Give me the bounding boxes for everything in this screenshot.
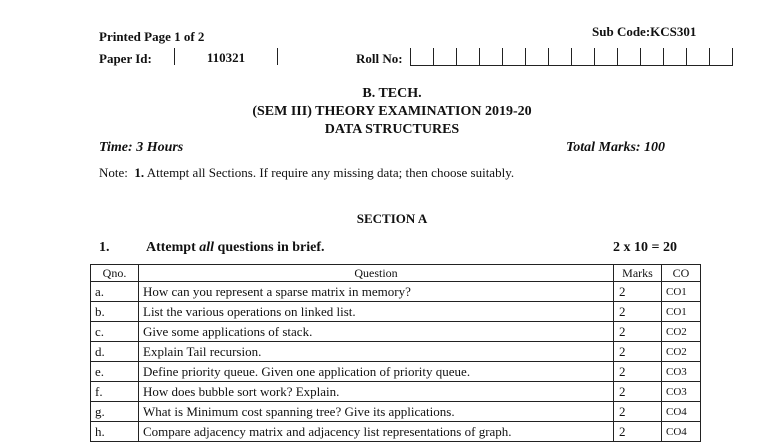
qno-cell: c.: [91, 322, 139, 342]
roll-no-box: [710, 48, 733, 66]
question-cell: Explain Tail recursion.: [139, 342, 614, 362]
roll-no-box: [595, 48, 618, 66]
qno-cell: f.: [91, 382, 139, 402]
table-row: [91, 422, 701, 442]
paper-id-label: Paper Id:: [99, 51, 152, 66]
roll-no-box: [549, 48, 572, 66]
co-cell: CO2: [662, 342, 701, 362]
roll-no-label: Roll No:: [356, 51, 403, 66]
question-cell: What is Minimum cost spanning tree? Give its applications.: [139, 402, 614, 422]
roll-no-box: [480, 48, 503, 66]
co-cell: CO3: [662, 382, 701, 402]
co-cell: CO4: [662, 422, 701, 442]
roll-no-box: [618, 48, 641, 66]
marks-cell: 2: [614, 362, 662, 382]
table-row: [91, 322, 701, 342]
roll-no-box: [687, 48, 710, 66]
paper-id-value: 110321: [174, 48, 278, 65]
qno-cell: a.: [91, 282, 139, 302]
marks-cell: 2: [614, 302, 662, 322]
total-marks: Total Marks: 100: [566, 140, 666, 155]
co-cell: CO2: [662, 322, 701, 342]
table-row: [91, 382, 701, 402]
roll-no-boxes: [410, 48, 733, 66]
section-title: SECTION A: [356, 211, 428, 226]
marks-cell: 2: [614, 322, 662, 342]
qno-cell: d.: [91, 342, 139, 362]
co-cell: CO4: [662, 402, 701, 422]
exam-title: (SEM III) THEORY EXAMINATION 2019-20: [252, 104, 532, 119]
roll-no-box: [434, 48, 457, 66]
qno-cell: e.: [91, 362, 139, 382]
question-cell: Compare adjacency matrix and adjacency list representations of graph.: [139, 422, 614, 442]
header-co: CO: [662, 265, 701, 282]
roll-no-box: [572, 48, 595, 66]
roll-no-box: [526, 48, 549, 66]
instruction-end: questions in brief.: [214, 240, 325, 255]
note: [99, 165, 514, 181]
qno-cell: h.: [91, 422, 139, 442]
question-cell: Define priority queue. Given one application of priority queue.: [139, 362, 614, 382]
questions-table: [90, 264, 701, 442]
question-instruction: [146, 240, 325, 256]
table-row: [91, 282, 701, 302]
marks-cell: 2: [614, 402, 662, 422]
table-row: [91, 362, 701, 382]
co-cell: CO1: [662, 282, 701, 302]
question-cell: List the various operations on linked list.: [139, 302, 614, 322]
subject-title: DATA STRUCTURES: [324, 122, 460, 137]
header-qno: Qno.: [91, 265, 139, 282]
table-row: [91, 402, 701, 422]
table-header-row: [91, 265, 701, 282]
note-number: 1.: [134, 165, 145, 180]
co-cell: CO3: [662, 362, 701, 382]
roll-no-box: [641, 48, 664, 66]
instruction-start: Attempt: [146, 240, 200, 255]
time-duration: Time: 3 Hours: [99, 140, 184, 155]
question-cell: How can you represent a sparse matrix in memory?: [139, 282, 614, 302]
qno-cell: g.: [91, 402, 139, 422]
note-label: Note:: [99, 165, 128, 180]
co-cell: CO1: [662, 302, 701, 322]
header-marks: Marks: [614, 265, 662, 282]
table-row: [91, 342, 701, 362]
note-text: Attempt all Sections. If require any missing data; then choose suitably.: [146, 165, 515, 180]
roll-no-box: [503, 48, 526, 66]
question-marks: 2 x 10 = 20: [613, 240, 677, 255]
roll-no-box: [457, 48, 480, 66]
header-question: Question: [139, 265, 614, 282]
roll-no-box: [411, 48, 434, 66]
marks-cell: 2: [614, 342, 662, 362]
marks-cell: 2: [614, 422, 662, 442]
sub-code: Sub Code:KCS301: [592, 24, 697, 39]
qno-cell: b.: [91, 302, 139, 322]
degree-title: B. TECH.: [362, 86, 422, 101]
roll-no-box: [664, 48, 687, 66]
marks-cell: 2: [614, 282, 662, 302]
marks-cell: 2: [614, 382, 662, 402]
printed-page: Printed Page 1 of 2: [99, 29, 205, 44]
question-number: 1.: [99, 240, 110, 255]
question-cell: Give some applications of stack.: [139, 322, 614, 342]
table-row: [91, 302, 701, 322]
instruction-emphasis: all: [199, 240, 215, 255]
question-cell: How does bubble sort work? Explain.: [139, 382, 614, 402]
